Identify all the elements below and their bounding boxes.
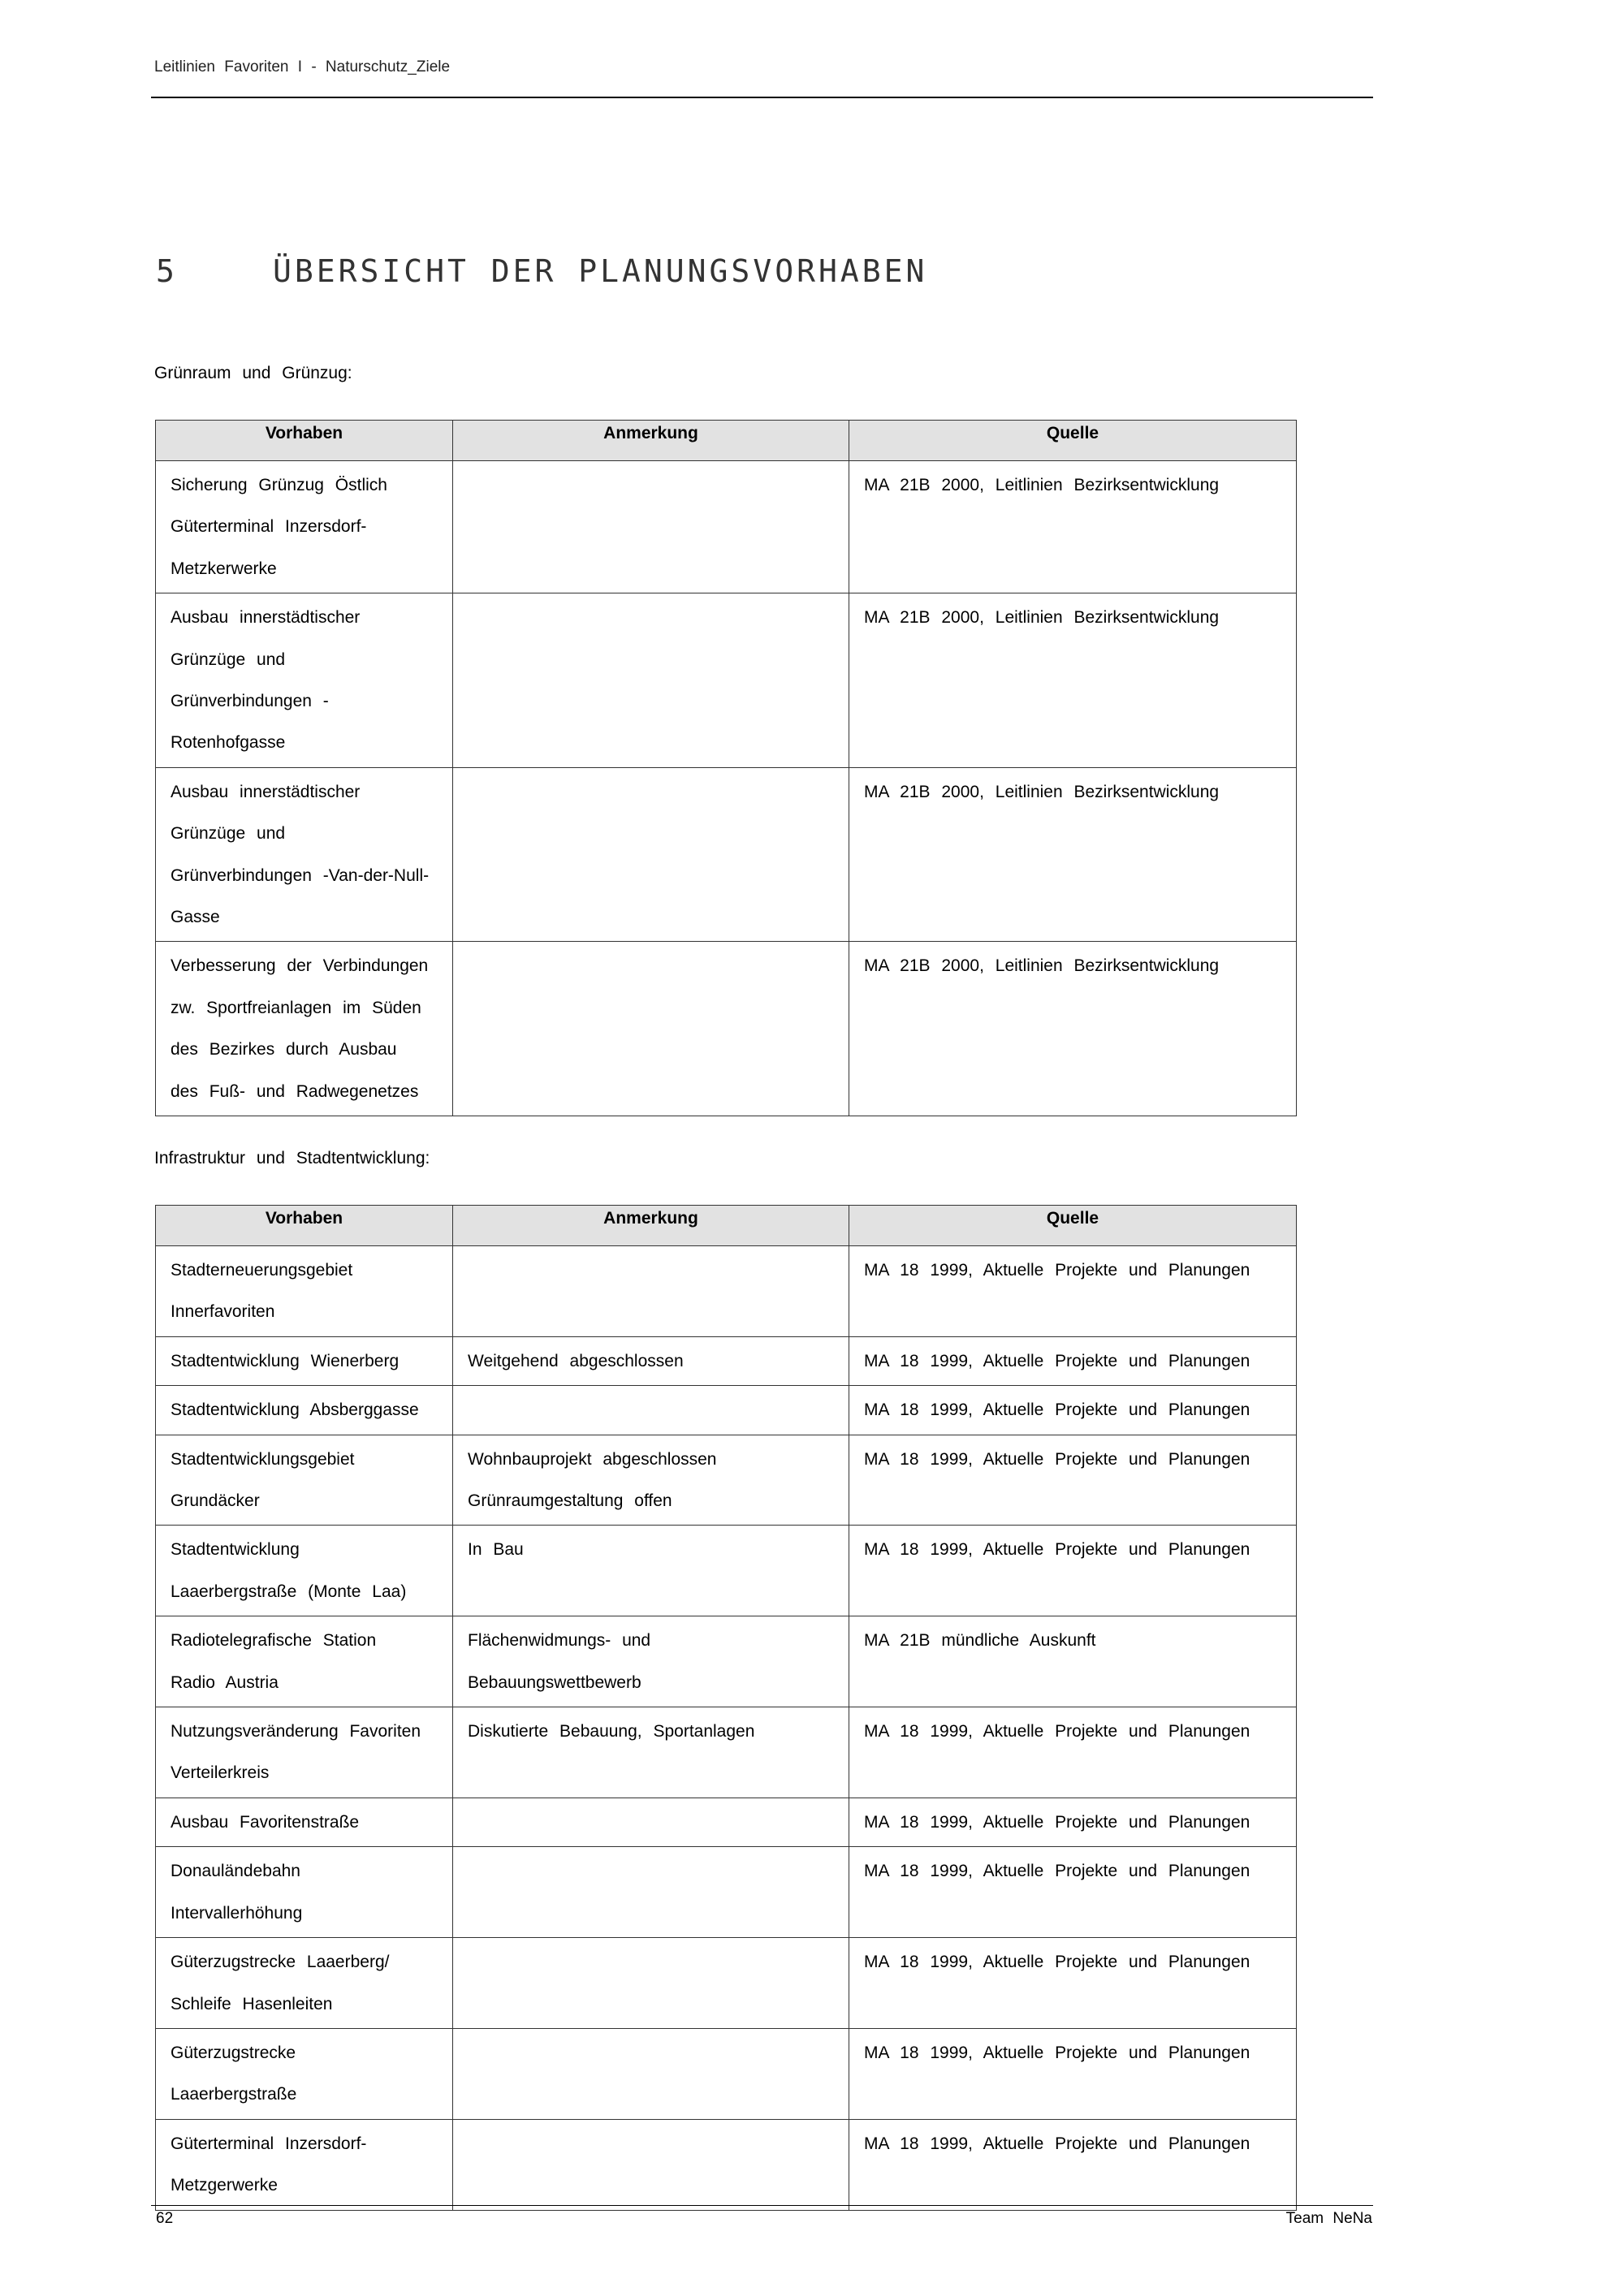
cell-anmerkung bbox=[453, 942, 849, 1116]
cell-text: MA 21B mündliche Auskunft bbox=[864, 1631, 1096, 1651]
cell-anmerkung bbox=[453, 767, 849, 942]
cell-text: Diskutierte Bebauung, Sportanlagen bbox=[468, 1722, 755, 1741]
cell-text: Wohnbauprojekt abgeschlossen bbox=[468, 1449, 717, 1469]
cell-vorhaben bbox=[156, 1246, 453, 1337]
cell-anmerkung bbox=[453, 1616, 849, 1707]
cell-text: des Fuß- und Radwegenetzes bbox=[171, 1081, 419, 1101]
cell-vorhaben bbox=[156, 1336, 453, 1385]
cell-text: MA 18 1999, Aktuelle Projekte und Planungen bbox=[864, 2043, 1250, 2062]
cell-vorhaben bbox=[156, 1616, 453, 1707]
column-header-quelle: Quelle bbox=[849, 1206, 1297, 1246]
cell-vorhaben bbox=[156, 767, 453, 942]
cell-text: Stadtentwicklung Wienerberg bbox=[171, 1351, 400, 1370]
cell-text: MA 18 1999, Aktuelle Projekte und Planungen bbox=[864, 1351, 1250, 1370]
cell-quelle bbox=[849, 767, 1297, 942]
table-row bbox=[156, 1847, 1297, 1938]
cell-text: Güterterminal Inzersdorf- bbox=[171, 517, 367, 537]
table-infrastruktur bbox=[155, 1205, 1297, 2211]
cell-text: Grundäcker bbox=[171, 1491, 260, 1511]
cell-text: Flächenwidmungs- und bbox=[468, 1631, 651, 1651]
cell-quelle bbox=[849, 2028, 1297, 2119]
cell-vorhaben bbox=[156, 1526, 453, 1616]
cell-text: MA 21B 2000, Leitlinien Bezirksentwicklung bbox=[864, 956, 1220, 976]
cell-text: MA 18 1999, Aktuelle Projekte und Planungen bbox=[864, 1449, 1250, 1469]
cell-quelle bbox=[849, 1798, 1297, 1846]
chapter-title: ÜBERSICHT DER PLANUNGSVORHABEN bbox=[273, 253, 928, 289]
section-label-infrastruktur: Infrastruktur und Stadtentwicklung: bbox=[154, 1149, 430, 1167]
table-row bbox=[156, 1798, 1297, 1846]
cell-text: Sicherung Grünzug Östlich bbox=[171, 476, 387, 494]
cell-quelle bbox=[849, 1938, 1297, 2029]
cell-text: des Bezirkes durch Ausbau bbox=[171, 1040, 397, 1060]
cell-text: Verteilerkreis bbox=[171, 1763, 270, 1783]
cell-vorhaben bbox=[156, 1847, 453, 1938]
cell-text: Nutzungsveränderung Favoriten bbox=[171, 1722, 421, 1741]
table-row bbox=[156, 1336, 1297, 1385]
cell-vorhaben bbox=[156, 1707, 453, 1798]
cell-anmerkung bbox=[453, 1798, 849, 1846]
cell-text: MA 18 1999, Aktuelle Projekte und Planungen bbox=[864, 1722, 1250, 1741]
cell-text: MA 18 1999, Aktuelle Projekte und Planungen bbox=[864, 1812, 1250, 1832]
cell-quelle bbox=[849, 1336, 1297, 1385]
cell-quelle bbox=[849, 2119, 1297, 2210]
cell-text: Stadtentwicklung Absberggasse bbox=[171, 1400, 419, 1420]
cell-anmerkung bbox=[453, 1707, 849, 1798]
cell-text: Schleife Hasenleiten bbox=[171, 1994, 333, 2013]
cell-text: Metzkerwerke bbox=[171, 559, 277, 578]
cell-text: zw. Sportfreianlagen im Süden bbox=[171, 998, 421, 1017]
table-row bbox=[156, 1435, 1297, 1526]
cell-text: Gasse bbox=[171, 908, 220, 927]
cell-text: Bebauungswettbewerb bbox=[468, 1672, 641, 1692]
header-rule bbox=[151, 97, 1373, 98]
cell-text: Laaerbergstraße bbox=[171, 2085, 297, 2104]
table-row bbox=[156, 1386, 1297, 1435]
cell-text: Stadtentwicklungsgebiet bbox=[171, 1449, 355, 1469]
cell-anmerkung bbox=[453, 461, 849, 593]
table-row bbox=[156, 1938, 1297, 2029]
cell-quelle bbox=[849, 461, 1297, 593]
table-row bbox=[156, 1246, 1297, 1337]
cell-text: Rotenhofgasse bbox=[171, 733, 286, 753]
cell-vorhaben bbox=[156, 461, 453, 593]
table-row bbox=[156, 1526, 1297, 1616]
cell-text: Grünverbindungen -Van-der-Null- bbox=[171, 865, 430, 885]
cell-vorhaben bbox=[156, 593, 453, 768]
cell-text: Weitgehend abgeschlossen bbox=[468, 1351, 684, 1370]
cell-text: MA 18 1999, Aktuelle Projekte und Planungen bbox=[864, 1540, 1250, 1560]
table-gruenraum bbox=[155, 420, 1297, 1116]
table-row bbox=[156, 2028, 1297, 2119]
column-header-quelle: Quelle bbox=[849, 421, 1297, 461]
cell-text: MA 21B 2000, Leitlinien Bezirksentwicklung bbox=[864, 476, 1220, 494]
cell-text: Stadterneuerungsgebiet bbox=[171, 1261, 353, 1280]
cell-text: Intervallerhöhung bbox=[171, 1903, 303, 1923]
cell-text: MA 18 1999, Aktuelle Projekte und Planungen bbox=[864, 1953, 1250, 1972]
cell-anmerkung bbox=[453, 1847, 849, 1938]
cell-text: Güterzugstrecke bbox=[171, 2043, 296, 2062]
cell-text: Ausbau innerstädtischer bbox=[171, 782, 361, 801]
cell-text: MA 18 1999, Aktuelle Projekte und Planungen bbox=[864, 2134, 1250, 2153]
cell-text: Verbesserung der Verbindungen bbox=[171, 956, 429, 976]
cell-vorhaben bbox=[156, 2028, 453, 2119]
table-row bbox=[156, 942, 1297, 1116]
table-header-row bbox=[156, 421, 1297, 461]
cell-anmerkung bbox=[453, 1386, 849, 1435]
table-row bbox=[156, 1616, 1297, 1707]
cell-text: Innerfavoriten bbox=[171, 1302, 275, 1322]
chapter-number: 5 bbox=[156, 253, 178, 289]
cell-text: Laaerbergstraße (Monte Laa) bbox=[171, 1582, 407, 1601]
cell-quelle bbox=[849, 1386, 1297, 1435]
cell-quelle bbox=[849, 1435, 1297, 1526]
cell-quelle bbox=[849, 593, 1297, 768]
table-row bbox=[156, 2119, 1297, 2210]
column-header-anmerkung: Anmerkung bbox=[453, 421, 849, 461]
cell-vorhaben bbox=[156, 2119, 453, 2210]
cell-text: Donauländebahn bbox=[171, 1862, 300, 1881]
column-header-vorhaben: Vorhaben bbox=[156, 421, 453, 461]
section-label-gruenraum: Grünraum und Grünzug: bbox=[154, 364, 352, 382]
footer-team: Team NeNa bbox=[1285, 2210, 1372, 2227]
cell-text: MA 18 1999, Aktuelle Projekte und Planungen bbox=[864, 1261, 1250, 1280]
cell-text: Radiotelegrafische Station bbox=[171, 1631, 377, 1651]
cell-text: Grünraumgestaltung offen bbox=[468, 1491, 672, 1511]
cell-vorhaben bbox=[156, 1435, 453, 1526]
table-row bbox=[156, 461, 1297, 593]
cell-text: Grünzüge und bbox=[171, 650, 286, 669]
running-header: Leitlinien Favoriten I - Naturschutz_Ziele bbox=[154, 58, 451, 76]
table-row bbox=[156, 593, 1297, 768]
cell-quelle bbox=[849, 1246, 1297, 1337]
cell-anmerkung bbox=[453, 2119, 849, 2210]
cell-quelle bbox=[849, 942, 1297, 1116]
column-header-anmerkung: Anmerkung bbox=[453, 1206, 849, 1246]
cell-anmerkung bbox=[453, 1435, 849, 1526]
cell-anmerkung bbox=[453, 593, 849, 768]
cell-quelle bbox=[849, 1526, 1297, 1616]
cell-vorhaben bbox=[156, 1798, 453, 1846]
cell-text: MA 18 1999, Aktuelle Projekte und Planungen bbox=[864, 1400, 1250, 1420]
cell-vorhaben bbox=[156, 942, 453, 1116]
cell-anmerkung bbox=[453, 1526, 849, 1616]
cell-text: Güterterminal Inzersdorf- bbox=[171, 2134, 367, 2153]
cell-text: Güterzugstrecke Laaerberg/ bbox=[171, 1953, 390, 1972]
cell-text: MA 21B 2000, Leitlinien Bezirksentwicklung bbox=[864, 608, 1220, 628]
table-row bbox=[156, 1707, 1297, 1798]
footer-rule bbox=[151, 2205, 1373, 2206]
cell-vorhaben bbox=[156, 1938, 453, 2029]
cell-anmerkung bbox=[453, 1246, 849, 1337]
cell-anmerkung bbox=[453, 1938, 849, 2029]
chapter-heading bbox=[156, 253, 927, 289]
cell-text: Ausbau innerstädtischer bbox=[171, 608, 361, 628]
column-header-vorhaben: Vorhaben bbox=[156, 1206, 453, 1246]
cell-anmerkung bbox=[453, 2028, 849, 2119]
cell-text: Metzgerwerke bbox=[171, 2176, 278, 2195]
cell-text: MA 21B 2000, Leitlinien Bezirksentwicklung bbox=[864, 782, 1220, 801]
cell-text: MA 18 1999, Aktuelle Projekte und Planungen bbox=[864, 1862, 1250, 1881]
cell-quelle bbox=[849, 1847, 1297, 1938]
cell-text: In Bau bbox=[468, 1540, 524, 1560]
cell-text: Stadtentwicklung bbox=[171, 1540, 300, 1560]
cell-text: Ausbau Favoritenstraße bbox=[171, 1812, 360, 1832]
table-row bbox=[156, 767, 1297, 942]
cell-text: Grünzüge und bbox=[171, 824, 286, 844]
page-number: 62 bbox=[156, 2210, 174, 2227]
cell-quelle bbox=[849, 1707, 1297, 1798]
cell-quelle bbox=[849, 1616, 1297, 1707]
cell-text: Radio Austria bbox=[171, 1672, 279, 1692]
cell-vorhaben bbox=[156, 1386, 453, 1435]
cell-text: Grünverbindungen - bbox=[171, 692, 329, 711]
table-header-row bbox=[156, 1206, 1297, 1246]
cell-anmerkung bbox=[453, 1336, 849, 1385]
